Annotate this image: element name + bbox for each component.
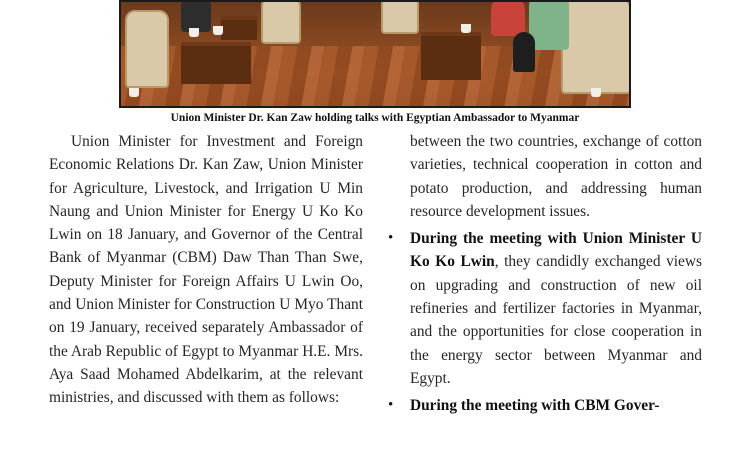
photo-person <box>513 32 535 72</box>
photo-person <box>491 0 525 36</box>
bullet-icon: • <box>388 230 394 247</box>
photo-table <box>421 32 481 80</box>
meeting-photo <box>119 0 631 108</box>
bullet-item-energy <box>388 227 702 390</box>
photo-cup <box>129 88 139 97</box>
photo-chair <box>561 0 631 94</box>
photo-cup <box>189 28 199 37</box>
photo-table <box>221 16 257 40</box>
right-column <box>388 130 702 418</box>
photo-cup <box>213 26 223 35</box>
bullet-icon: • <box>388 397 394 414</box>
bullet-body: , they candidly exchanged views on upgrading and construction of new oil refineries and fertilizer factories in Myanmar, and the opportunities for close cooperation in the energy sector between Myanmar and Egypt. <box>410 253 702 387</box>
photo-cup <box>591 88 601 97</box>
photo-person <box>529 0 569 50</box>
photo-caption: Union Minister Dr. Kan Zaw holding talks with Egyptian Ambassador to Myanmar <box>170 112 580 124</box>
left-column <box>49 130 363 410</box>
bullet-lead: During the meeting with Union Minister U Ko Ko Lwin <box>410 230 702 271</box>
bullet-lead: During the meeting with CBM Gover- <box>410 397 660 415</box>
intro-paragraph: Union Minister for Investment and Foreign Economic Relations Dr. Kan Zaw, Union Minister for Agriculture, Livestock, and Irrigation U Min Naung and Union Minister for Energy U Ko Ko Lwin on 18 January, and Governor of the Central Bank of Myanmar (CBM) Daw Than Than Swe, Deputy Minister for Foreign Affairs U Lwin Oo, and Union Minister for Construction U Myo Thant on 19 January, received separately Ambassador of the Arab Republic of Egypt to Myanmar H.E. Mrs. Aya Saad Mohamed Abdelkarim, at the relevant ministries, and discussed with them as follows: <box>49 133 363 407</box>
photo-chair <box>261 0 301 44</box>
continuation-paragraph: between the two countries, exchange of cotton varieties, technical cooperation in cotton and potato production, and addressing human resource development issues. <box>410 133 702 220</box>
photo-chair <box>125 10 169 88</box>
bullet-item-cbm <box>388 394 702 417</box>
photo-cup <box>461 24 471 33</box>
photo-chair <box>381 0 419 34</box>
photo-table <box>181 42 251 84</box>
